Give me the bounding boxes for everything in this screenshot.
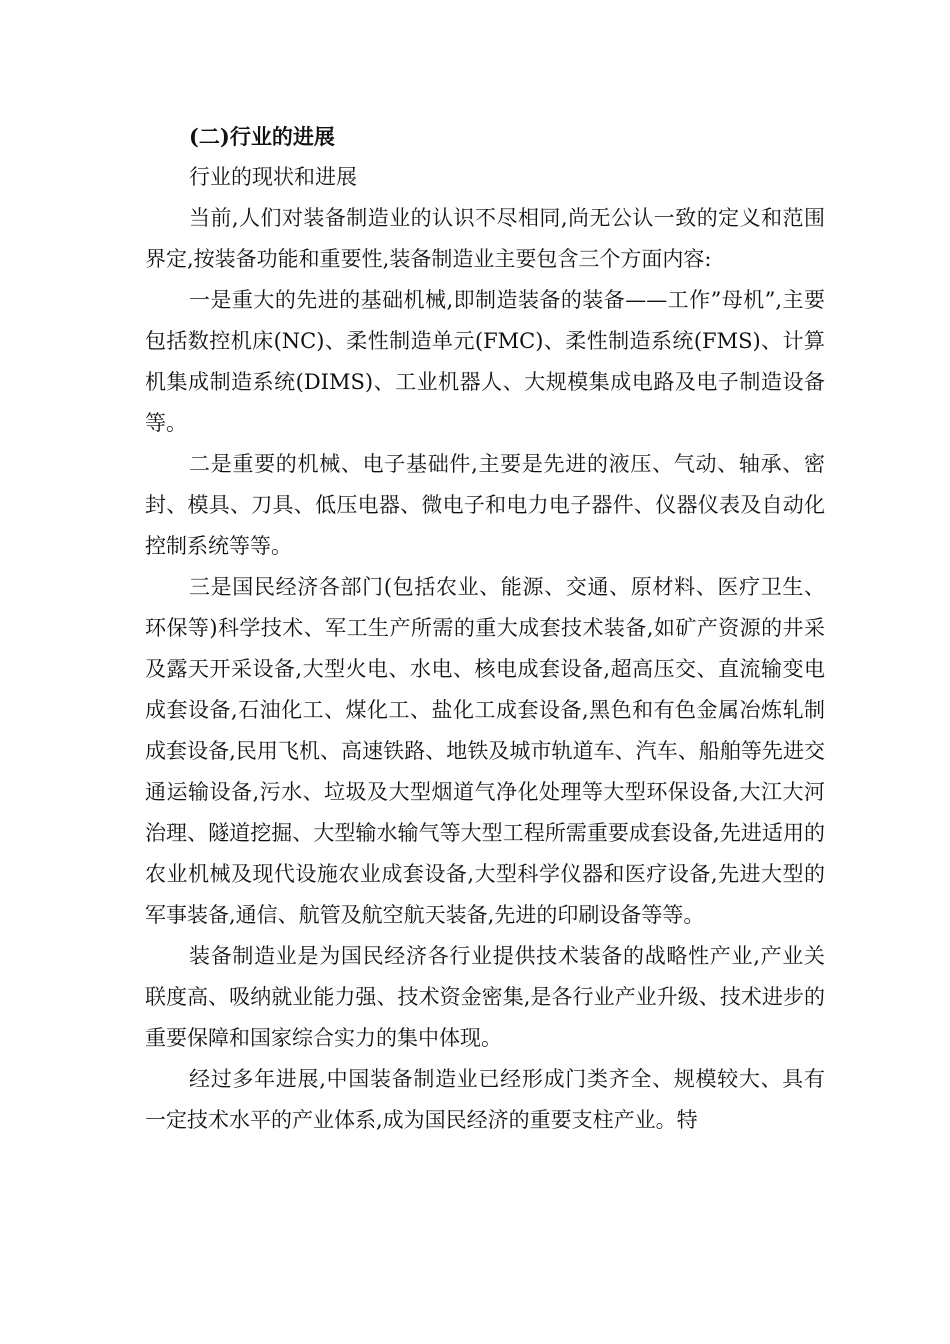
paragraph-item-two: 二是重要的机械、电子基础件,主要是先进的液压、气动、轴承、密封、模具、刀具、低压电器、微电子和电力电子器件、仪器仪表及自动化控制系统等等。 <box>145 452 825 558</box>
section-heading: (二)行业的进展 <box>189 124 335 149</box>
paragraph-strategic-industry: 装备制造业是为国民经济各行业提供技术装备的战略性产业,产业关联度高、吸纳就业能力强、技术资金密集,是各行业产业升级、技术进步的重要保障和国家综合实力的集中体现。 <box>145 944 825 1050</box>
paragraph-intro: 当前,人们对装备制造业的认识不尽相同,尚无公认一致的定义和范围界定,按装备功能和重要性,装备制造业主要包含三个方面内容: <box>145 206 825 271</box>
paragraph-item-one: 一是重大的先进的基础机械,即制造装备的装备——工作”母机”,主要包括数控机床(NC)、柔性制造单元(FMC)、柔性制造系统(FMS)、计算机集成制造系统(DIMS)、工业机器人、大规模集成电路及电子制造设备等。 <box>145 288 825 435</box>
paragraph-development: 经过多年进展,中国装备制造业已经形成门类齐全、规模较大、具有一定技术水平的产业体系,成为国民经济的重要支柱产业。特 <box>145 1067 825 1132</box>
paragraph-item-three: 三是国民经济各部门(包括农业、能源、交通、原材料、医疗卫生、环保等)科学技术、军工生产所需的重大成套技术装备,如矿产资源的井采及露天开采设备,大型火电、水电、核电成套设备,超高压交、直流输变电成套设备,石油化工、煤化工、盐化工成套设备,黑色和有色金属冶炼轧制成套设备,民用飞机、高速铁路、地铁及城市轨道车、汽车、船舶等先进交通运输设备,污水、垃圾及大型烟道气净化处理等大型环保设备,大江大河治理、隧道挖掘、大型输水输气等大型工程所需重要成套设备,先进适用的农业机械及现代设施农业成套设备,大型科学仪器和医疗设备,先进大型的军事装备,通信、航管及航空航天装备,先进的印刷设备等等。 <box>145 575 825 927</box>
document-body <box>145 116 825 1141</box>
subheading: 行业的现状和进展 <box>189 165 357 189</box>
